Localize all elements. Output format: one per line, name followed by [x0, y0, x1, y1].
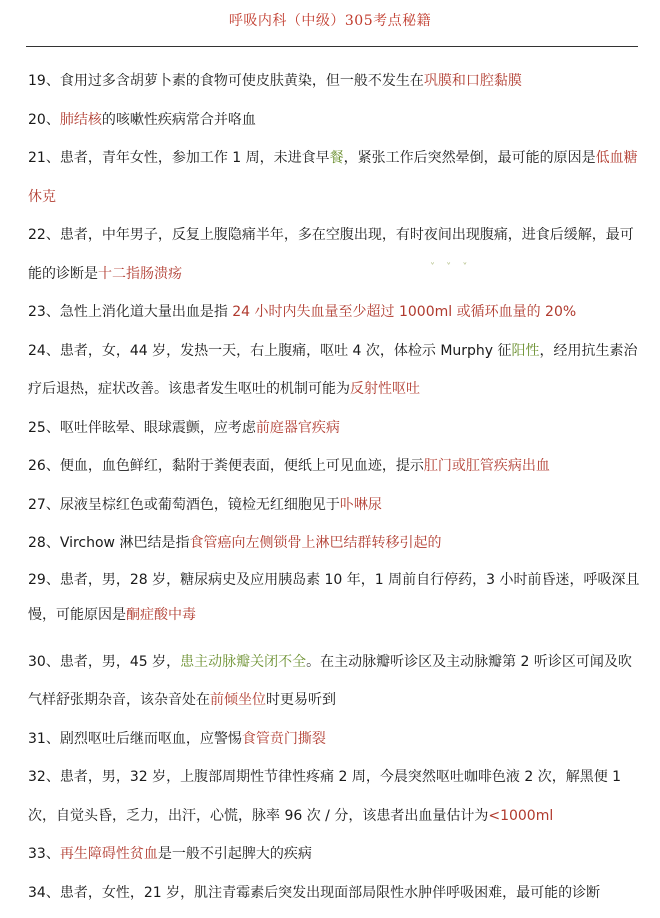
body-text: 31、剧烈呕吐后继而呕血，应警惕: [28, 730, 242, 747]
decorative-marks: ˅ ˅ ˅: [430, 262, 472, 273]
list-item: [28, 643, 640, 720]
body-text: 。在主动脉瓣听诊区及主动脉瓣第 2 听诊区可闻及吹气样舒张期杂音，该杂音处在: [28, 653, 632, 708]
body-text: 29、患者，男，28 岁，糖尿病史及应用胰岛素 10 年，1 周前自行停药，3 小时前昏迷，呼吸深且慢，可能原因是: [28, 571, 640, 623]
list-item: [28, 835, 640, 874]
body-text: 时更易听到: [266, 692, 336, 708]
highlight-text: 肛门或肛管疾病出血: [423, 458, 550, 474]
highlight-text: 食管贲门撕裂: [241, 730, 326, 747]
list-item: [28, 293, 640, 332]
body-text: 24、患者，女，44 岁，发热一天，右上腹痛，呕吐 4 次，体检示 Murphy 征: [28, 342, 512, 359]
highlight-text: 前庭器官疾病: [255, 419, 340, 436]
body-text: 21、患者，青年女性，参加工作 1 周，未进食早: [28, 150, 330, 166]
list-item: [28, 332, 640, 409]
list-item: [28, 62, 640, 101]
question-list: [28, 62, 640, 912]
body-text: ，紧张工作后突然晕倒，最可能的原因是: [343, 150, 596, 166]
body-text: 是一般不引起脾大的疾病: [157, 846, 312, 862]
list-item: [28, 874, 640, 913]
list-item: [28, 101, 640, 140]
highlight-text: 食管癌向左侧锁骨上淋巴结群转移引起的: [189, 535, 442, 551]
body-text: 30、患者，男，45 岁，: [28, 653, 181, 670]
body-text: 的咳嗽性疾病常合并咯血: [101, 111, 256, 128]
body-text: 27、尿液呈棕红色或葡萄酒色，镜检无红细胞见于: [28, 496, 340, 513]
highlight-text: 低血糖休克: [28, 150, 638, 205]
body-text: 32、患者，男，32 岁，上腹部周期性节律性疼痛 2 周，今晨突然呕吐咖啡色液 2 次，解黑便 1 次，自觉头昏，乏力，出汗，心慌，脉率 96 次 / 分，该患者出血量估计为: [28, 769, 622, 824]
accent-text: 阳性: [511, 342, 540, 359]
highlight-text: <1000ml: [488, 807, 554, 824]
accent-text: 餐: [329, 150, 344, 166]
body-text: 26、便血，血色鲜红，黏附于粪便表面，便纸上可见血迹，提示: [28, 458, 424, 474]
list-item: [28, 216, 640, 293]
highlight-text: 再生障碍性贫血: [59, 846, 158, 862]
body-text: 23、急性上消化道大量出血是指: [28, 304, 233, 320]
body-text: 34、患者，女性，21 岁，肌注青霉素后突发出现面部局限性水肿伴呼吸困难，最可能的诊断: [28, 884, 601, 901]
body-text: ，经用抗生素治疗后退热，症状改善。该患者发生呕吐的机制可能为: [28, 342, 638, 397]
body-text: 20、: [28, 111, 60, 128]
highlight-text: 巩膜和口腔黏膜: [423, 73, 522, 89]
body-text: 33、: [28, 846, 60, 862]
item-spacer: [28, 633, 640, 643]
highlight-text: 反射性呕吐: [350, 381, 420, 397]
highlight-text: 酮症酸中毒: [126, 606, 196, 623]
body-text: 22、患者，中年男子，反复上腹隐痛半年，多在空腹出现，有时夜间出现腹痛，进食后缓解，最可能的诊断是: [28, 227, 634, 282]
body-text: 25、呕吐伴眩晕、眼球震颤，应考虑: [28, 419, 256, 436]
list-item: [28, 524, 640, 563]
highlight-text: 前倾坐位: [210, 692, 266, 708]
header-divider: [26, 46, 638, 47]
list-item: [28, 139, 640, 216]
list-item: [28, 409, 640, 448]
list-item: [28, 486, 640, 525]
page-header-title: 呼吸内科（中级）305考点秘籍: [228, 13, 432, 29]
accent-text: 患主动脉瓣关闭不全: [180, 653, 307, 670]
list-item: [28, 720, 640, 759]
body-text: 28、Virchow 淋巴结是指: [28, 535, 190, 551]
highlight-text: 肺结核: [59, 111, 102, 128]
highlight-text: 24 小时内失血量至少超过 1000ml 或循环血量的 20%: [232, 304, 577, 320]
highlight-text: 卟啉尿: [339, 496, 382, 513]
list-item: [28, 758, 640, 835]
list-item: [28, 563, 640, 633]
list-item: [28, 447, 640, 486]
body-text: 19、食用过多含胡萝卜素的食物可使皮肤黄染，但一般不发生在: [28, 73, 424, 89]
highlight-text: 十二指肠溃疡: [98, 265, 182, 282]
